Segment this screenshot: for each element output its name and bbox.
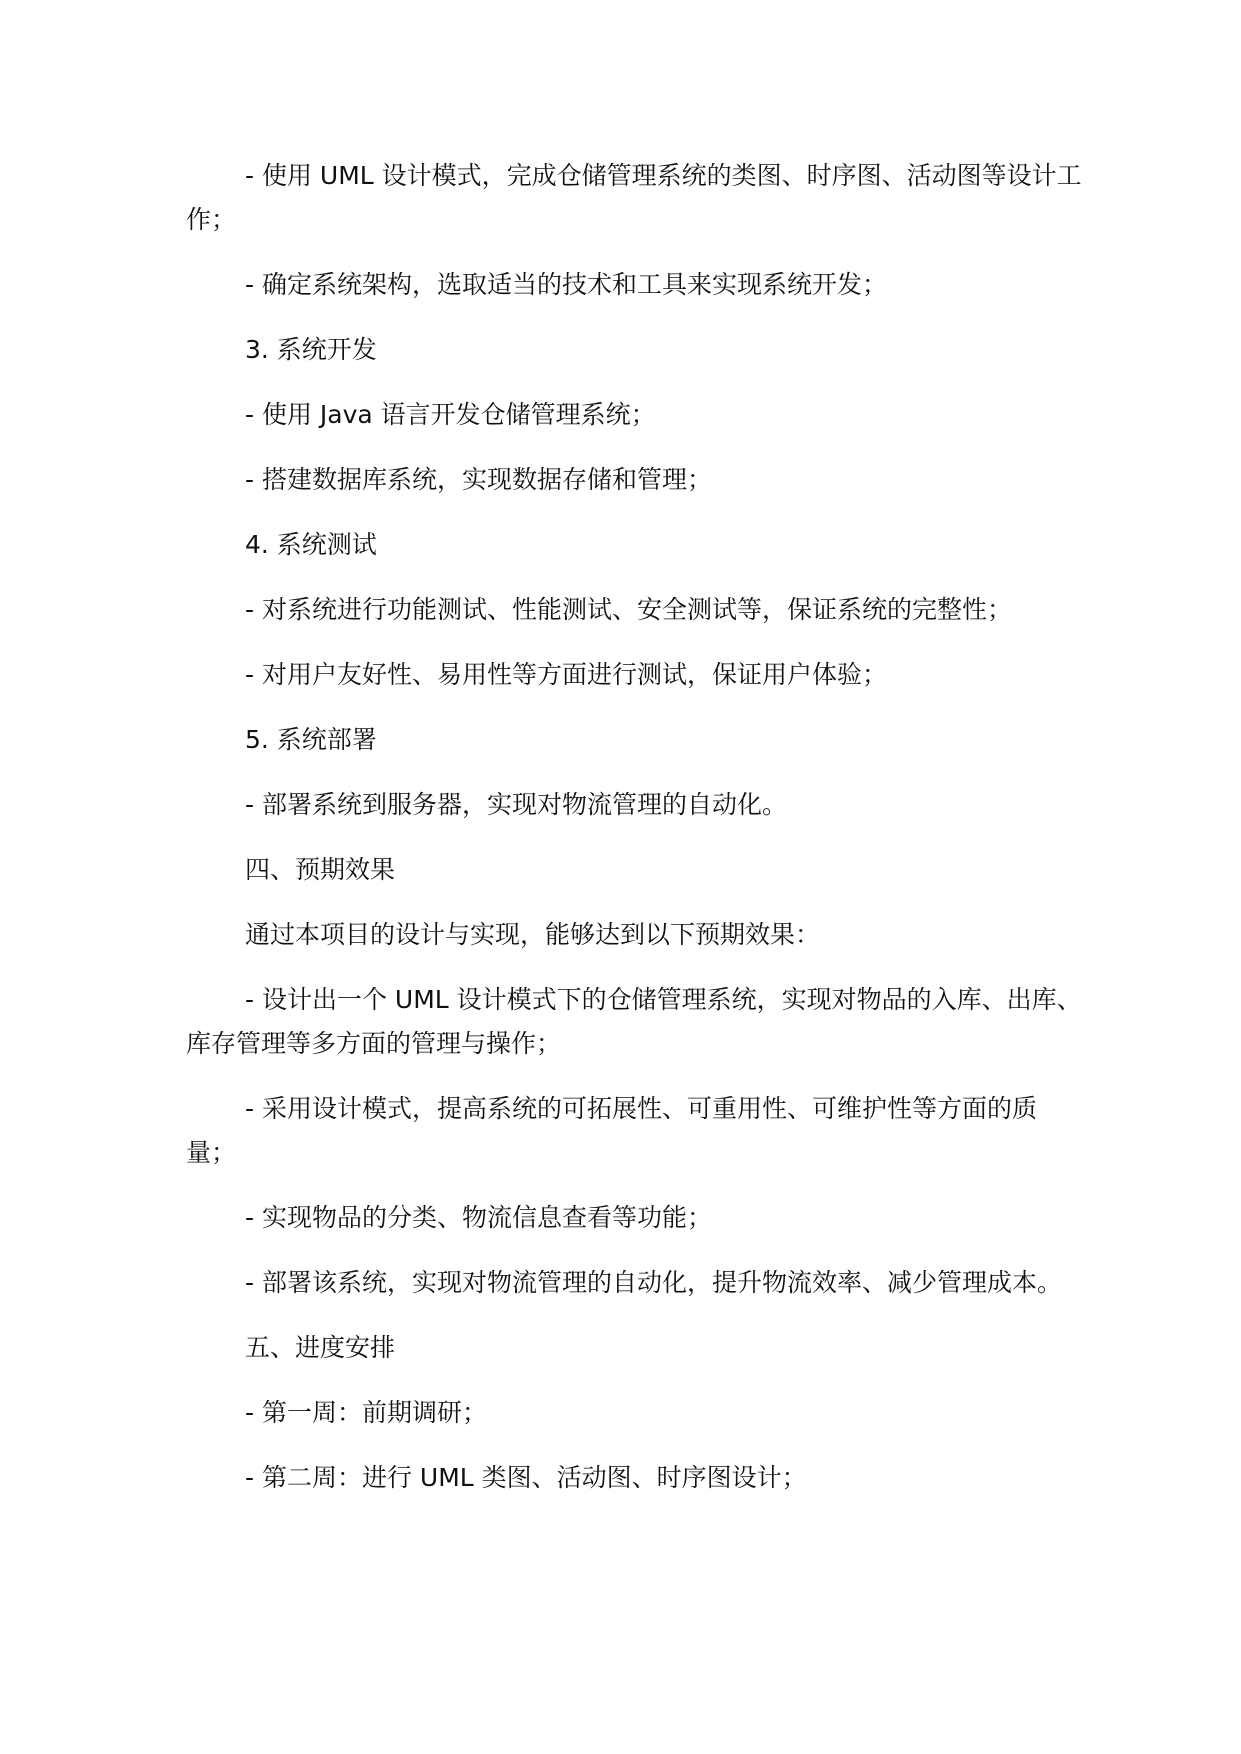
document-page	[186, 154, 1086, 1521]
section-heading: 3. 系统开发	[245, 335, 377, 364]
paragraph: - 部署该系统，实现对物流管理的自动化，提升物流效率、减少管理成本。	[245, 1268, 1062, 1297]
paragraph: - 实现物品的分类、物流信息查看等功能；	[245, 1203, 712, 1232]
section-heading: 四、预期效果	[245, 855, 396, 884]
paragraph: - 搭建数据库系统，实现数据存储和管理；	[245, 465, 712, 494]
paragraph: - 部署系统到服务器，实现对物流管理的自动化。	[245, 790, 787, 819]
paragraph: - 采用设计模式，提高系统的可拓展性、可重用性、可维护性等方面的质量；	[186, 1094, 1037, 1167]
section-heading: 5. 系统部署	[245, 725, 377, 754]
paragraph: - 对用户友好性、易用性等方面进行测试，保证用户体验；	[245, 660, 887, 689]
paragraph: 通过本项目的设计与实现，能够达到以下预期效果：	[245, 920, 821, 949]
section-heading: 4. 系统测试	[245, 530, 377, 559]
paragraph: - 使用 Java 语言开发仓储管理系统；	[245, 400, 656, 429]
section-heading: 五、进度安排	[245, 1333, 396, 1362]
paragraph: - 第一周：前期调研；	[245, 1398, 487, 1427]
paragraph: - 设计出一个 UML 设计模式下的仓储管理系统，实现对物品的入库、出库、库存管理等多方面的管理与操作；	[186, 985, 1082, 1058]
paragraph: - 对系统进行功能测试、性能测试、安全测试等，保证系统的完整性；	[245, 595, 1012, 624]
paragraph: - 第二周：进行 UML 类图、活动图、时序图设计；	[245, 1463, 807, 1492]
paragraph: - 使用 UML 设计模式，完成仓储管理系统的类图、时序图、活动图等设计工作；	[186, 161, 1082, 234]
paragraph: - 确定系统架构，选取适当的技术和工具来实现系统开发；	[245, 270, 887, 299]
